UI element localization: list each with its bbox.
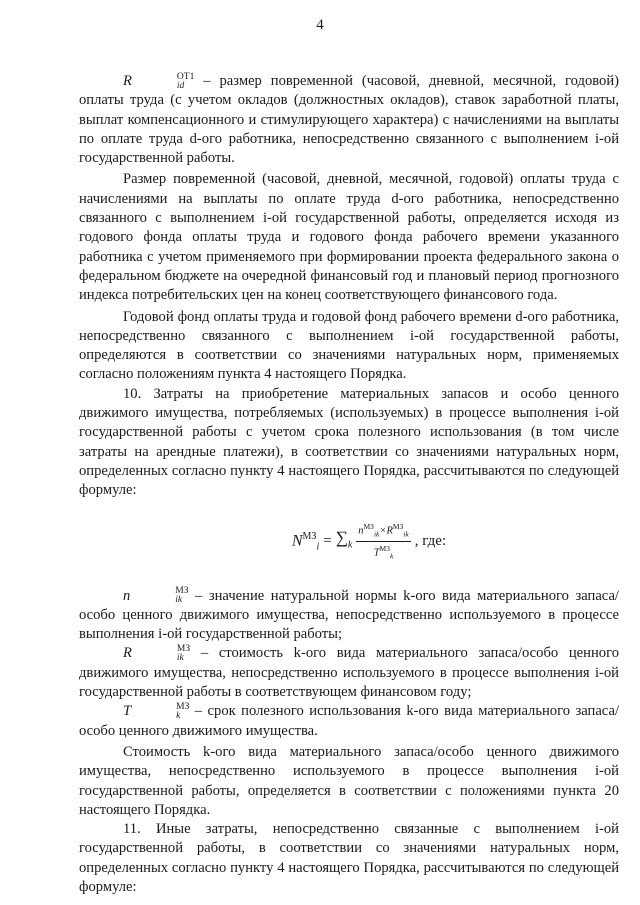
symbol-t-mz: T МЗ k bbox=[123, 701, 190, 721]
formula-sum: $\sum_k$ bbox=[335, 528, 353, 551]
paragraph-text: – стоимость k-ого вида материального запаса/особо ценного движимого имущества, непосредственно используемого в процессе выполнения i-ой государственной работы в соответствующем финансовом году; bbox=[79, 645, 619, 701]
formula-denominator: $T^{МЗ}_k$ bbox=[373, 544, 394, 561]
formula-equals: = bbox=[323, 532, 332, 549]
paragraph-r-mz-definition bbox=[79, 644, 619, 702]
paragraph-cost-determination: Стоимость k-ого вида материального запаса/особо ценного движимого имущества, непосредственно используемого в процессе выполнения i-ой государственной работы, определяется в соответствии с положениями пункта 20 настоящего Порядка. bbox=[79, 743, 619, 818]
paragraph-annual-fund: Годовой фонд оплаты труда и годовой фонд рабочего времени d-ого работника, непосредственно связанного с выполнением i-ой государственной работы, определяются в соответствии со значениями натуральных норм, применяемых согласно положениям пункта 4 настоящего Порядка. bbox=[79, 308, 619, 383]
formula-suffix: , где: bbox=[414, 532, 447, 549]
page-number: 4 bbox=[316, 17, 324, 33]
document-body bbox=[79, 72, 619, 897]
symbol-r-mz: R МЗ ik bbox=[123, 644, 191, 664]
paragraph-text: – размер повременной (часовой, дневной, месячной, годовой) оплаты труда (с учетом окладов (должностных окладов), ставок заработной платы, выплат компенсационного и стимулирующего характера) с начислениями на выплаты по оплате труда d-ого работника, непосредственно связанного с выполнением i-ой государственной работы. bbox=[79, 73, 619, 167]
paragraph-item-10: 10. Затраты на приобретение материальных запасов и особо ценного движимого имущества, потребляемых (используемых) в процессе выполнения i-ой государственной работы с учетом срока полезного использования (в том числе затраты на арендные платежи), в соответствии со значениями натуральных норм, определенных согласно пункту 4 настоящего Порядка, рассчитываются по следующей формуле: bbox=[79, 385, 619, 499]
paragraph-text: – значение натуральной нормы k-ого вида материального запаса/особо ценного движимого имущества, непосредственно используемого в процессе выполнения i-ой государственной работы; bbox=[79, 587, 619, 643]
formula-lhs: $N^{МЗ}_i$ bbox=[291, 530, 320, 553]
paragraph-wage-size: Размер повременной (часовой, дневной, месячной, годовой) оплаты труда с начислениями на выплаты по оплате труда d-ого работника, непосредственно связанного с выполнением i-ой государственной работы, определяется исходя из годового фонда оплаты труда и годового фонда рабочего времени указанного работника с учетом применяемого при формировании проекта федерального закона о федеральном бюджете на очередной финансовый год и плановый период прогнозного индекса потребительских цен на конец соответствующего финансового года. bbox=[79, 171, 619, 304]
paragraph-n-mz-definition bbox=[79, 587, 619, 645]
formula-fraction bbox=[356, 521, 410, 563]
formula-numerator: $n^{МЗ}_{ik}\times R^{МЗ}_{ik}$ bbox=[356, 521, 410, 543]
paragraph-item-11: 11. Иные затраты, непосредственно связанные с выполнением i-ой государственной работы, в соответствии со значениями натуральных норм, определенных согласно пункту 4 настоящего Порядка, рассчитываются по следующей формуле: bbox=[79, 821, 619, 895]
formula-n-mz bbox=[79, 521, 619, 561]
symbol-n-mz: n МЗ ik bbox=[123, 586, 189, 606]
symbol-r-ot1: R ОТ1 id bbox=[123, 71, 195, 91]
paragraph-text: – срок полезного использования k-ого вида материального запаса/особо ценного движимого имущества. bbox=[79, 703, 619, 739]
paragraph-t-mz-definition bbox=[79, 702, 619, 741]
paragraph-r-ot1-definition bbox=[79, 72, 619, 168]
